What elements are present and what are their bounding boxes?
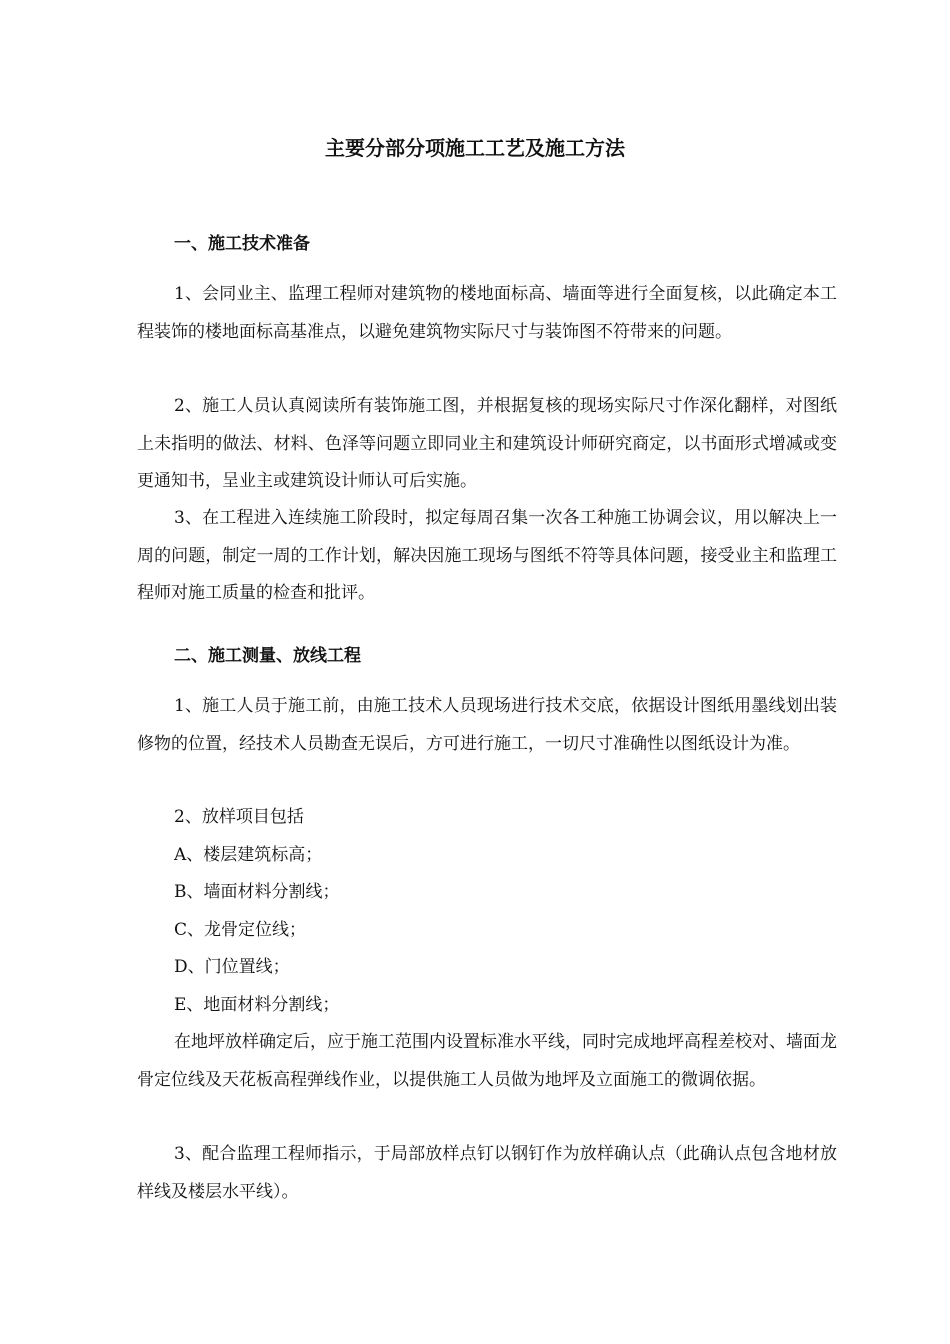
list-item-door-position-lines: D、门位置线；: [174, 957, 290, 977]
paragraph-confirmation-points: 3、配合监理工程师指示，于局部放样点钉以钢钉作为放样确认点（此确认点包含地材放样线及楼层水平线）。: [137, 1144, 837, 1202]
paragraph-read-drawings: 2、施工人员认真阅读所有装饰施工图，并根据复核的现场实际尺寸作深化翻样，对图纸上未指明的做法、材料、色泽等问题立即同业主和建筑设计师研究商定，以书面形式增减或变更通知书，呈业主或建筑设计师认可后实施。: [137, 396, 837, 491]
section-heading-technical-preparation: 一、施工技术准备: [174, 234, 310, 254]
list-item-keel-positioning-lines: C、龙骨定位线；: [174, 920, 307, 940]
section-heading-surveying-layout: 二、施工测量、放线工程: [174, 646, 361, 666]
paragraph-level-lines: 在地坪放样确定后，应于施工范围内设置标准水平线，同时完成地坪高程差校对、墙面龙骨定位线及天花板高程弹线作业，以提供施工人员做为地坪及立面施工的微调依据。: [137, 1032, 837, 1090]
list-item-floor-material-lines: E、地面材料分割线；: [174, 995, 340, 1015]
list-item-floor-elevation: A、楼层建筑标高；: [174, 845, 323, 865]
paragraph-review-elevations: 1、会同业主、监理工程师对建筑物的楼地面标高、墙面等进行全面复核，以此确定本工程装饰的楼地面标高基准点，以避免建筑物实际尺寸与装饰图不符带来的问题。: [137, 284, 837, 342]
paragraph-coordination-meetings: 3、在工程进入连续施工阶段时，拟定每周召集一次各工种施工协调会议，用以解决上一周的问题，制定一周的工作计划，解决因施工现场与图纸不符等具体问题，接受业主和监理工程师对施工质量的检查和批评。: [137, 508, 837, 603]
list-intro-layout-items: 2、放样项目包括: [174, 807, 304, 827]
document-title: 主要分部分项施工工艺及施工方法: [325, 136, 625, 160]
paragraph-technical-briefing: 1、施工人员于施工前，由施工技术人员现场进行技术交底，依据设计图纸用墨线划出装修物的位置，经技术人员勘查无误后，方可进行施工，一切尺寸准确性以图纸设计为准。: [137, 696, 837, 754]
list-item-wall-material-lines: B、墙面材料分割线；: [174, 882, 340, 902]
